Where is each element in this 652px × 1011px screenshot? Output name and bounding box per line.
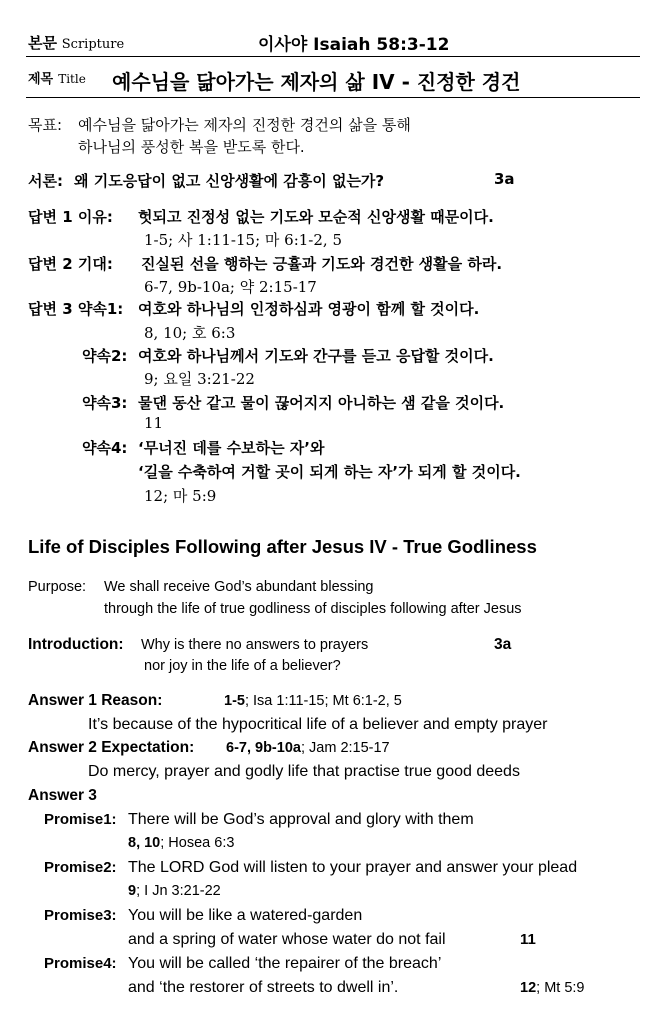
en-intro-label: Introduction: <box>28 636 124 653</box>
en-heading: Life of Disciples Following after Jesus IV - True Godliness <box>28 536 537 557</box>
en-answer2-text: Do mercy, prayer and godly life that practise true good deeds <box>88 763 520 780</box>
en-promise2-text: The LORD God will listen to your prayer and answer your plead <box>128 859 578 876</box>
en-answer1-ref <box>224 693 402 709</box>
ko-answer1-ref: 1-5; 사 1:11-15; 마 6:1-2, 5 <box>144 231 342 249</box>
en-promise2-ref-cross: ; I Jn 3:21-22 <box>136 883 221 899</box>
ko-intro-ref: 3a <box>494 170 515 188</box>
en-promise1-ref-verses: 8, 10 <box>128 835 161 851</box>
en-promise1-ref <box>128 835 234 851</box>
en-answer3-label: Answer 3 <box>28 787 97 804</box>
ko-promise4-line2: ‘길을 수축하여 거할 곳이 되게 하는 자’가 되게 할 것이다. <box>138 463 521 481</box>
en-answer1-ref-verses: 1-5 <box>224 693 245 709</box>
ko-promise3-text: 물댄 동산 같고 물이 끊어지지 아니하는 샘 같을 것이다. <box>138 394 505 412</box>
header-divider <box>26 56 640 57</box>
ko-answer3-label: 답변 3 약속1: <box>28 300 124 318</box>
ko-promise3-ref: 11 <box>144 414 164 432</box>
page-title: 예수님을 닮아가는 제자의 삶 IV - 진정한 경건 <box>112 70 521 94</box>
en-promise4-line1: You will be called ‘the repairer of the breach’ <box>128 955 442 972</box>
ko-intro-label: 서론: <box>28 172 63 190</box>
en-answer1-text: It’s because of the hypocritical life of a believer and empty prayer <box>88 716 548 733</box>
ko-promise2-text: 여호와 하나님께서 기도와 간구를 듣고 응답할 것이다. <box>138 347 494 365</box>
title-label-en: Title <box>58 72 86 86</box>
en-answer2-ref <box>226 740 390 756</box>
ko-promise4-line1: ‘무너진 데를 수보하는 자’와 <box>138 439 325 457</box>
ko-answer2-text: 진실된 선을 행하는 긍휼과 기도와 경건한 생활을 하라. <box>141 255 503 273</box>
en-answer2-ref-verses: 6-7, 9b-10a <box>226 740 301 756</box>
scripture-header <box>28 32 124 53</box>
ko-intro-text: 왜 기도응답이 없고 신앙생활에 감흥이 없는가? <box>74 172 385 190</box>
ko-purpose-line2: 하나님의 풍성한 복을 받도록 한다. <box>78 138 305 156</box>
ko-answer1-text: 헛되고 진정성 없는 기도와 모순적 신앙생활 때문이다. <box>138 208 494 226</box>
ko-answer2-ref: 6-7, 9b-10a; 약 2:15-17 <box>144 278 317 296</box>
scripture-label-en: Scripture <box>61 37 125 52</box>
ko-purpose-line1: 예수님을 닮아가는 제자의 진정한 경건의 삶을 통해 <box>78 116 411 134</box>
en-promise1-label: Promise1: <box>44 811 117 828</box>
en-answer2-label: Answer 2 Expectation: <box>28 739 195 756</box>
title-divider <box>26 97 640 98</box>
ko-purpose-label: 목표: <box>28 116 63 134</box>
title-row <box>28 68 86 87</box>
en-promise3-label: Promise3: <box>44 907 117 924</box>
en-intro-line1: Why is there no answers to prayers <box>141 637 369 653</box>
ko-promise1-text: 여호와 하나님의 인정하심과 영광이 함께 할 것이다. <box>138 300 480 318</box>
en-promise1-text: There will be God’s approval and glory with them <box>128 811 474 828</box>
en-intro-ref: 3a <box>494 636 512 653</box>
ko-promise2-ref: 9; 요일 3:21-22 <box>144 370 255 388</box>
en-purpose-line2: through the life of true godliness of disciples following after Jesus <box>104 601 522 617</box>
en-promise4-label: Promise4: <box>44 955 117 972</box>
en-purpose-line1: We shall receive God’s abundant blessing <box>104 579 374 595</box>
en-promise2-label: Promise2: <box>44 859 117 876</box>
en-answer1-label: Answer 1 Reason: <box>28 692 163 709</box>
scripture-reference: 이사야 Isaiah 58:3-12 <box>258 35 450 55</box>
en-promise4-line2: and ‘the restorer of streets to dwell in’. <box>128 979 399 996</box>
scripture-label-ko: 본문 <box>28 34 57 52</box>
ko-answer2-label: 답변 2 기대: <box>28 255 113 273</box>
ko-promise4-ref: 12; 마 5:9 <box>144 487 217 505</box>
en-purpose-label: Purpose: <box>28 579 87 595</box>
en-promise4-ref-verses: 12 <box>520 980 537 996</box>
en-answer2-ref-cross: ; Jam 2:15-17 <box>300 740 390 756</box>
ko-promise3-label: 약속3: <box>82 394 128 412</box>
ko-answer1-label: 답변 1 이유: <box>28 208 113 226</box>
en-promise3-line1: You will be like a watered-garden <box>128 907 363 924</box>
en-intro-line2: nor joy in the life of a believer? <box>144 658 341 674</box>
ko-promise2-label: 약속2: <box>82 347 128 365</box>
en-answer1-ref-cross: ; Isa 1:11-15; Mt 6:1-2, 5 <box>244 693 402 709</box>
title-label-ko: 제목 <box>28 72 54 87</box>
en-promise3-line2: and a spring of water whose water do not fail <box>128 931 446 948</box>
en-promise4-ref-cross: ; Mt 5:9 <box>536 980 585 996</box>
en-promise2-ref-verses: 9 <box>128 883 137 899</box>
en-promise2-ref <box>128 883 221 899</box>
ko-promise1-ref: 8, 10; 호 6:3 <box>144 324 236 342</box>
en-promise1-ref-cross: ; Hosea 6:3 <box>160 835 235 851</box>
en-promise4-ref <box>520 980 585 996</box>
ko-promise4-label: 약속4: <box>82 439 128 457</box>
en-promise3-ref: 11 <box>520 931 536 948</box>
